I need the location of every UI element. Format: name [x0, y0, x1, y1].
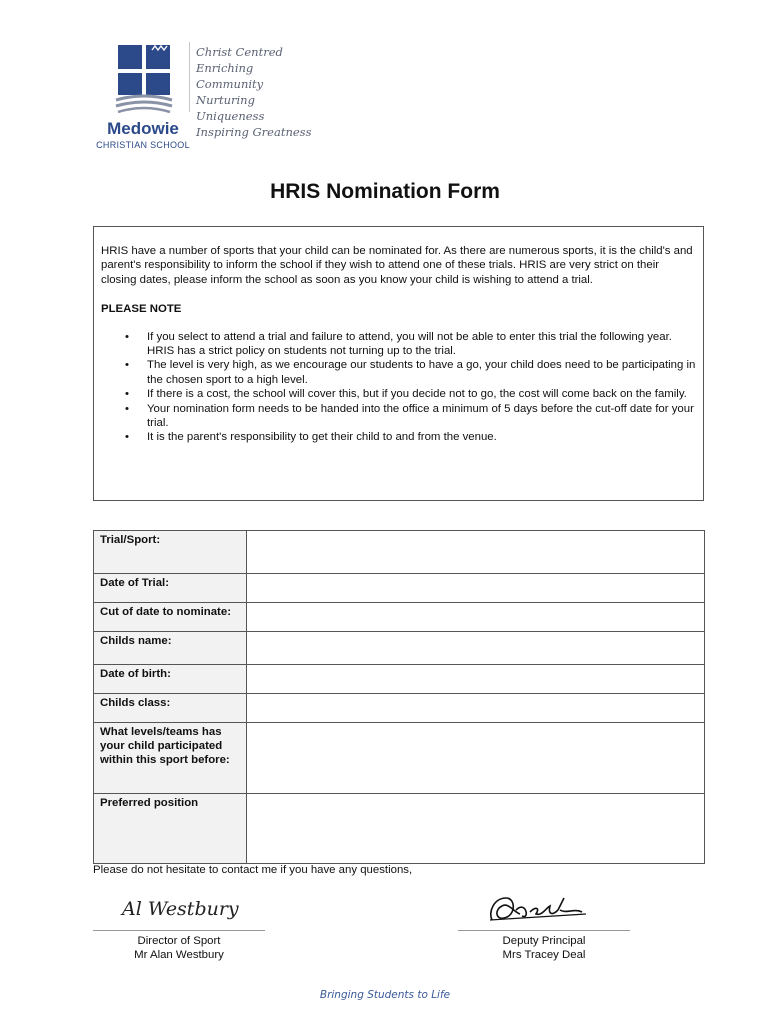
form-title: HRIS Nomination Form [270, 180, 500, 203]
bullet-icon: • [125, 359, 129, 372]
cut-off-date-field[interactable] [247, 603, 705, 632]
signatory-role: Deputy Principal [502, 935, 586, 947]
date-of-trial-field[interactable] [247, 574, 705, 603]
field-label: Date of Trial: [94, 574, 247, 603]
notice-box [93, 226, 704, 501]
notice-intro: HRIS have a number of sports that your child can be nominated for. As there are numerous sports, it is the child's and parent's responsibility to inform the school if they wish to attend one of these trials. HRIS are very strict on their closing dates, please inform the school as soon as you know your child is wishing to attend a trial. [101, 245, 693, 286]
footer-tagline: Bringing Students to Life [319, 989, 451, 1001]
notice-heading: PLEASE NOTE [101, 303, 182, 316]
contact-line: Please do not hesitate to contact me if you have any questions, [93, 864, 413, 876]
logo-divider [189, 42, 190, 112]
signature-deputy-icon [486, 890, 590, 926]
notice-bullet-text: It is the parent's responsibility to get their child to and from the venue. [147, 431, 497, 444]
bullet-icon: • [125, 388, 129, 401]
field-label: Trial/Sport: [94, 531, 247, 574]
bullet-icon: • [125, 402, 129, 415]
school-mottos [196, 44, 318, 140]
form-row-childs-class [94, 694, 705, 723]
field-label: Childs name: [94, 632, 247, 665]
form-row-date-of-trial [94, 574, 705, 603]
school-name: Medowie [107, 119, 179, 138]
nomination-form-table [93, 530, 705, 864]
school-subtitle: CHRISTIAN SCHOOL [96, 140, 190, 150]
trial-sport-field[interactable] [247, 531, 705, 574]
signature-director: Al Westbury [122, 898, 239, 920]
form-row-childs-name [94, 632, 705, 665]
signatory-role: Director of Sport [137, 935, 221, 947]
motto-line: Nurturing Uniqueness [196, 93, 265, 123]
motto-line: Enriching Community [196, 61, 264, 91]
date-of-birth-field[interactable] [247, 665, 705, 694]
form-row-trial-sport [94, 531, 705, 574]
levels-teams-field[interactable] [247, 723, 705, 794]
preferred-position-field[interactable] [247, 794, 705, 864]
field-label: Date of birth: [94, 665, 247, 694]
notice-bullet-text: The level is very high, as we encourage our students to have a go, your child does need to be participating in the chosen sport to a high level. [147, 359, 696, 386]
motto-line: Christ Centred [196, 45, 283, 59]
notice-bullet-text: Your nomination form needs to be handed into the office a minimum of 5 days before the cut-off date for your trial. [147, 402, 694, 430]
form-row-date-of-birth [94, 665, 705, 694]
notice-bullet [101, 387, 697, 401]
field-label: What levels/teams has your child participated within this sport before: [94, 723, 247, 794]
form-row-levels-teams [94, 723, 705, 794]
field-label: Childs class: [94, 694, 247, 723]
signatory-name: Mr Alan Westbury [134, 949, 224, 961]
childs-class-field[interactable] [247, 694, 705, 723]
notice-bullet [101, 358, 697, 387]
notice-bullet-list [101, 330, 697, 445]
notice-bullet [101, 330, 697, 359]
form-row-preferred-position [94, 794, 705, 864]
bullet-icon: • [125, 330, 129, 343]
bullet-icon: • [125, 431, 129, 444]
signatory-director [93, 934, 265, 962]
field-label: Preferred position [94, 794, 247, 864]
notice-bullet [101, 430, 697, 444]
school-logo [96, 40, 318, 155]
notice-bullet-text: If you select to attend a trial and failure to attend, you will not be able to enter this trial the following year. HRIS has a strict policy on students not turning up to the trial. [147, 330, 672, 358]
childs-name-field[interactable] [247, 632, 705, 665]
notice-bullet-text: If there is a cost, the school will cover this, but if you decide not to go, the cost will come back on the family. [147, 388, 687, 401]
signatory-name: Mrs Tracey Deal [502, 949, 586, 961]
motto-line: Inspiring Greatness [196, 125, 312, 139]
form-row-cut-off-date [94, 603, 705, 632]
notice-bullet [101, 402, 697, 431]
field-label: Cut of date to nominate: [94, 603, 247, 632]
school-crest-icon [114, 42, 174, 114]
signatory-deputy [458, 934, 630, 962]
